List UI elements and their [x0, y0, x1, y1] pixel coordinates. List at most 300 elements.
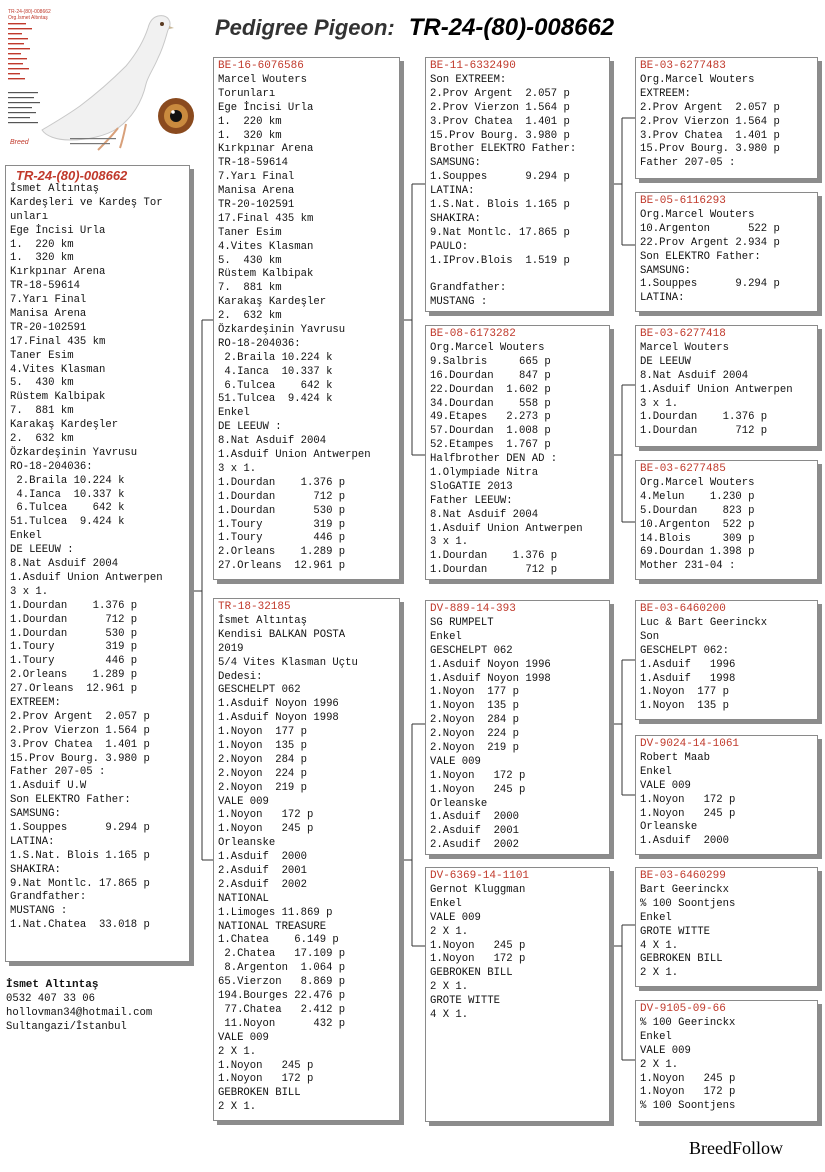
card-line: Mother 231-04 :	[640, 560, 736, 573]
card-line: 1.Noyon 172 p	[430, 953, 526, 966]
card-line	[430, 268, 605, 282]
ring-number: DV-9105-09-66	[640, 1003, 726, 1015]
svg-text:Org.İsmet Altıntaş: Org.İsmet Altıntaş	[8, 15, 48, 21]
card-line: 1.Asduif Union Antwerpen	[10, 571, 163, 584]
card-line: Son ELEKTRO Father:	[640, 250, 761, 263]
card-line: 1.Toury 319 p	[218, 518, 346, 531]
card-line: MUSTANG :	[10, 905, 68, 918]
card-line: 1.Dourdan 530 p	[218, 504, 346, 517]
card-line: Kırkpınar Arena	[218, 143, 314, 156]
card-line: 2.Prov Vierzon 1.564 p	[640, 115, 780, 128]
card-line: 2.Noyon 224 p	[430, 728, 520, 741]
card-line: Enkel	[640, 765, 672, 778]
breeder-phone[interactable]: 0532 407 33 06	[6, 993, 96, 1005]
ring-number: BE-16-6076586	[218, 60, 304, 72]
card-line: 2.Braila 10.224 k	[10, 474, 125, 487]
card-line: SAMSUNG:	[430, 157, 481, 170]
card-line: VALE 009	[430, 755, 481, 768]
card-line: 2019	[218, 642, 244, 655]
card-line: 1.Dourdan 1.376 p	[218, 476, 346, 489]
card-line: 57.Dourdan 1.008 p	[430, 425, 551, 438]
card-line: Kırkpınar Arena	[10, 266, 106, 279]
card-line: 1.Noyon 172 p	[640, 1086, 736, 1099]
card-line: 1. 220 km	[218, 115, 282, 128]
svg-text:TR-24-(80)-008662: TR-24-(80)-008662	[8, 9, 51, 15]
card-line: 2.Asudif 2002	[430, 839, 520, 852]
card-line: Enkel	[218, 407, 250, 420]
card-line: Kendisi BALKAN POSTA	[218, 628, 346, 641]
card-lines	[640, 617, 813, 714]
card-line: 65.Vierzon 8.869 p	[218, 976, 346, 989]
card-line: 3 x 1.	[430, 536, 469, 549]
card-line: 1.S.Nat. Blois 1.165 p	[10, 849, 150, 862]
card-line: Org.Marcel Wouters	[640, 74, 755, 86]
card-line: 49.Etapes 2.273 p	[430, 411, 551, 424]
card-line: 1.Asduif Noyon 1996	[430, 658, 551, 671]
card-line: 1. 220 km	[10, 238, 74, 251]
card-line: Son ELEKTRO Father:	[10, 794, 131, 807]
card-line: DE LEEUW	[640, 355, 691, 368]
card-line: Rüstem Kalbipak	[218, 268, 314, 281]
ring-number: DV-6369-14-1101	[430, 870, 530, 882]
card-line: Orleanske	[218, 837, 276, 850]
card-line: EXTREEM:	[10, 696, 61, 709]
card-line: 1.Noyon 177 p	[640, 686, 730, 699]
card-line: 1.Dourdan 712 p	[10, 613, 138, 626]
card-line: 1.Asduif Noyon 1998	[430, 672, 551, 685]
card-line: SG RUMPELT	[430, 617, 494, 629]
card-line: 8.Nat Asduif 2004	[640, 369, 749, 382]
ring-number: BE-03-6460299	[640, 870, 726, 882]
card-line: 1.Nat.Chatea 33.018 p	[10, 919, 150, 932]
card-dss	[635, 600, 818, 720]
card-line: 27.Orleans 12.961 p	[218, 560, 346, 573]
card-line: 1.Dourdan 1.376 p	[10, 599, 138, 612]
card-line: 1.Noyon 245 p	[430, 939, 526, 952]
card-line: 5.Dourdan 823 p	[640, 504, 755, 517]
card-line: 2.Asduif 2001	[218, 865, 308, 878]
card-line: 2.Prov Argent 2.057 p	[640, 101, 780, 114]
pigeon-photo	[8, 6, 203, 156]
card-lines	[640, 1017, 813, 1114]
card-line: Karakaş Kardeşler	[10, 419, 119, 432]
card-line: 1.Noyon 172 p	[430, 769, 526, 782]
card-line: GESCHELPT 062	[430, 644, 513, 657]
card-line: 51.Tulcea 9.424 k	[10, 516, 125, 529]
card-dds	[635, 867, 818, 987]
card-lines	[640, 342, 813, 439]
card-line: Marcel Wouters	[218, 74, 308, 86]
card-dam	[213, 598, 400, 1121]
card-line: 1.Dourdan 712 p	[640, 425, 768, 438]
card-line: Ege İncisi Urla	[218, 101, 314, 114]
card-line: SAMSUNG:	[640, 264, 691, 277]
card-line: 1.Dourdan 1.376 p	[640, 411, 768, 424]
card-line: 6.Tulcea 642 k	[10, 502, 125, 515]
card-sire-sire	[425, 57, 610, 312]
card-lines	[10, 183, 185, 933]
card-line: 2.Noyon 284 p	[218, 753, 308, 766]
breeder-contact	[6, 978, 206, 1034]
card-line: VALE 009	[430, 911, 481, 924]
card-line: 1.Chatea 6.149 p	[218, 934, 339, 947]
card-line: Ege İncisi Urla	[10, 224, 106, 237]
card-sds	[635, 325, 818, 447]
card-line: İsmet Altıntaş	[10, 183, 100, 195]
card-line: 1.Noyon 172 p	[218, 1073, 314, 1086]
card-lines	[640, 884, 813, 981]
card-line: 3.Prov Chatea 1.401 p	[430, 115, 570, 128]
card-line: Enkel	[10, 530, 42, 543]
card-line: 5. 430 km	[10, 377, 74, 390]
card-line: 2.Noyon 224 p	[218, 767, 308, 780]
card-line: 1.Toury 446 p	[218, 532, 346, 545]
svg-text:Breed: Breed	[10, 139, 29, 146]
card-line: 1.Dourdan 712 p	[430, 564, 558, 577]
card-line: Manisa Arena	[10, 308, 87, 321]
card-line: Taner Esim	[218, 226, 282, 239]
card-line: Özkardeşinin Yavrusu	[10, 446, 138, 459]
card-line: 7.Yarı Final	[218, 171, 295, 184]
ring-number: BE-03-6460200	[640, 603, 726, 615]
card-line: Org.Marcel Wouters	[640, 477, 755, 489]
card-line: GEBROKEN BILL	[430, 967, 513, 980]
card-line: SHAKIRA:	[10, 863, 61, 876]
card-ssd	[635, 192, 818, 312]
card-line: İsmet Altıntaş	[218, 615, 308, 627]
ring-number: TR-24-(80)-008662	[16, 168, 128, 183]
card-line: 2.Asduif 2001	[430, 825, 520, 838]
card-line: 4.Ianca 10.337 k	[10, 488, 125, 501]
card-line: 11.Noyon 432 p	[218, 1017, 346, 1030]
card-line: Son	[640, 630, 660, 643]
card-ddd	[635, 1000, 818, 1122]
card-line: 1.Asduif Union Antwerpen	[640, 383, 793, 396]
card-line: Taner Esim	[10, 349, 74, 362]
card-line: 1.Dourdan 530 p	[10, 627, 138, 640]
card-line: 4 X 1.	[430, 1009, 469, 1022]
brand-watermark: BreedFollow	[689, 1138, 783, 1158]
ring-number: BE-08-6173282	[430, 328, 516, 340]
card-line: 1. 320 km	[10, 252, 74, 265]
card-line: 15.Prov Bourg. 3.980 p	[640, 143, 780, 156]
card-line: 2.Asduif 2002	[218, 878, 308, 891]
card-lines	[640, 477, 813, 574]
card-lines	[640, 752, 813, 849]
card-line: Enkel	[430, 897, 462, 910]
card-line: Halfbrother DEN AD :	[430, 453, 558, 466]
card-line: 1.Souppes 9.294 p	[640, 278, 780, 291]
card-line: TR-18-59614	[10, 280, 80, 293]
card-line: 1.Asduif 2000	[640, 835, 730, 848]
card-line: 194.Bourges 22.476 p	[218, 990, 346, 1003]
card-subject	[5, 165, 190, 962]
card-line: 22.Prov Argent 2.934 p	[640, 236, 780, 249]
card-line: Kardeşleri ve Kardeş Tor	[10, 196, 163, 209]
card-line: GROTE WITTE	[430, 995, 500, 1008]
card-line: 1. 320 km	[218, 129, 282, 142]
card-line: 1.Noyon 245 p	[218, 823, 314, 836]
card-line: 4.Ianca 10.337 k	[218, 365, 333, 378]
card-line: % 100 Geerinckx	[640, 1017, 736, 1029]
card-sire	[213, 57, 400, 580]
card-line: 1.Noyon 172 p	[640, 793, 736, 806]
card-line: 27.Orleans 12.961 p	[10, 683, 138, 696]
card-line: 17.Final 435 km	[218, 212, 314, 225]
card-line: 1.Asduif 1998	[640, 672, 736, 685]
card-line: Father 207-05 :	[640, 157, 736, 170]
card-lines	[218, 615, 395, 1115]
card-lines	[430, 617, 605, 853]
card-line: 8.Argenton 1.064 p	[218, 962, 346, 975]
card-line: NATIONAL TREASURE	[218, 920, 327, 933]
card-line: 2.Prov Argent 2.057 p	[430, 87, 570, 100]
card-line: 16.Dourdan 847 p	[430, 369, 551, 382]
card-line: Father LEEUW:	[430, 494, 513, 507]
breeder-location: Sultangazi/İstanbul	[6, 1021, 127, 1033]
card-line: 1.Noyon 172 p	[218, 809, 314, 822]
card-line: 69.Dourdan 1.398 p	[640, 546, 755, 559]
card-line: TR-18-59614	[218, 157, 288, 170]
card-line: 1.Noyon 245 p	[218, 1059, 314, 1072]
card-line: 2 X 1.	[640, 967, 679, 980]
card-line: 2.Orleans 1.289 p	[10, 669, 138, 682]
ring-number: DV-9024-14-1061	[640, 738, 740, 750]
card-line: 2. 632 km	[218, 310, 282, 323]
card-line: 1.Noyon 245 p	[640, 807, 736, 820]
card-sdd	[635, 460, 818, 580]
card-line: 1.Asduif U.W	[10, 780, 87, 793]
card-line: 14.Blois 309 p	[640, 532, 755, 545]
card-line: 3 x 1.	[10, 585, 49, 598]
card-line: 1.Asduif Noyon 1996	[218, 698, 339, 711]
card-line: Robert Maab	[640, 752, 710, 764]
card-line: 51.Tulcea 9.424 k	[218, 393, 333, 406]
card-line: VALE 009	[640, 1044, 691, 1057]
card-line: 2.Noyon 219 p	[430, 742, 520, 755]
card-line: 1.Noyon 177 p	[218, 726, 308, 739]
card-line: 15.Prov Bourg. 3.980 p	[430, 129, 570, 142]
card-line: Luc & Bart Geerinckx	[640, 617, 768, 629]
card-line: 2.Prov Argent 2.057 p	[10, 710, 150, 723]
card-line: 1.Asduif 1996	[640, 658, 736, 671]
card-lines	[430, 342, 605, 578]
card-line: 1.Noyon 135 p	[430, 700, 520, 713]
card-line: 2 X 1.	[640, 1058, 679, 1071]
card-line: Father 207-05 :	[10, 766, 106, 779]
card-line: 1.Noyon 245 p	[640, 1072, 736, 1085]
card-line: unları	[10, 210, 49, 223]
card-line: Karakaş Kardeşler	[218, 296, 327, 309]
card-line: RO-18-204036:	[218, 337, 301, 350]
card-line: 5/4 Vites Klasman Uçtu	[218, 656, 358, 669]
ring-number: BE-11-6332490	[430, 60, 516, 72]
card-line: GEBROKEN BILL	[640, 953, 723, 966]
ring-number: BE-03-6277418	[640, 328, 726, 340]
card-line: 1.Asduif Union Antwerpen	[218, 449, 371, 462]
card-line: 2. 632 km	[10, 433, 74, 446]
card-line: 2 X 1.	[218, 1045, 257, 1058]
card-line: DE LEEUW :	[10, 544, 74, 557]
card-line: Dedesi:	[218, 670, 263, 683]
card-lines	[640, 74, 813, 171]
card-line: 1.Asduif Union Antwerpen	[430, 522, 583, 535]
breeder-name: İsmet Altıntaş	[6, 979, 99, 991]
card-line: PAULO:	[430, 240, 469, 253]
card-line: VALE 009	[640, 779, 691, 792]
card-line: Orleanske	[640, 821, 698, 834]
card-line: TR-20-102591	[10, 321, 87, 334]
card-line: 1.Noyon 177 p	[430, 686, 520, 699]
card-line: TR-20-102591	[218, 199, 295, 212]
card-line: 10.Argenton 522 p	[640, 222, 780, 235]
card-line: 2.Braila 10.224 k	[218, 351, 333, 364]
ring-number: BE-03-6277483	[640, 60, 726, 72]
card-line: 1.Souppes 9.294 p	[430, 171, 570, 184]
card-line: 52.Etampes 1.767 p	[430, 439, 551, 452]
card-line: % 100 Soontjens	[640, 897, 736, 910]
card-line: Gernot Kluggman	[430, 884, 526, 896]
card-line: 17.Final 435 km	[10, 335, 106, 348]
card-line: 2.Prov Vierzon 1.564 p	[10, 724, 150, 737]
title-label: Pedigree Pigeon:	[215, 15, 395, 40]
card-line: Rüstem Kalbipak	[10, 391, 106, 404]
card-line: Grandfather:	[430, 282, 507, 295]
card-line: 8.Nat Asduif 2004	[218, 435, 327, 448]
card-line: 8.Nat Asduif 2004	[10, 558, 119, 571]
card-line: 1.Asduif Noyon 1998	[218, 712, 339, 725]
card-line: Org.Marcel Wouters	[430, 342, 545, 354]
card-line: Manisa Arena	[218, 185, 295, 198]
page-title	[215, 14, 815, 48]
card-line: 3.Prov Chatea 1.401 p	[640, 129, 780, 142]
card-line: 1.Limoges 11.869 p	[218, 906, 333, 919]
card-line: 1.Noyon 135 p	[640, 700, 730, 713]
card-line: 5. 430 km	[218, 254, 282, 267]
card-line: VALE 009	[218, 1031, 269, 1044]
card-lines	[218, 74, 395, 574]
card-line: RO-18-204036:	[10, 460, 93, 473]
ring-number: BE-03-6277485	[640, 463, 726, 475]
card-line: Özkardeşinin Yavrusu	[218, 324, 346, 337]
card-line: DE LEEUW :	[218, 421, 282, 434]
card-line: Enkel	[640, 1030, 672, 1043]
card-line: 2.Prov Vierzon 1.564 p	[430, 101, 570, 114]
card-line: 7.Yarı Final	[10, 294, 87, 307]
card-line: SHAKIRA:	[430, 212, 481, 225]
card-line: VALE 009	[218, 795, 269, 808]
card-line: 2.Noyon 284 p	[430, 714, 520, 727]
card-line: Enkel	[640, 911, 672, 924]
card-line: 2 X 1.	[218, 1101, 257, 1114]
card-line: 77.Chatea 2.412 p	[218, 1003, 346, 1016]
card-line: 3 x 1.	[640, 397, 679, 410]
card-line: 1.Dourdan 712 p	[218, 490, 346, 503]
card-lines	[640, 209, 813, 306]
card-line: 2.Orleans 1.289 p	[218, 546, 346, 559]
card-line: 1.Noyon 135 p	[218, 740, 308, 753]
card-line: 2.Noyon 219 p	[218, 781, 308, 794]
card-line: LATINA:	[430, 185, 475, 198]
card-line: 6.Tulcea 642 k	[218, 379, 333, 392]
card-sss	[635, 57, 818, 179]
card-line: 1.Olympiade Nitra	[430, 467, 539, 480]
card-lines	[430, 884, 605, 1023]
card-line: % 100 Soontjens	[640, 1100, 736, 1113]
card-dam-sire	[425, 600, 610, 855]
card-line: 1.Asduif 2000	[218, 851, 308, 864]
eye-sign-icon	[158, 98, 194, 134]
card-line: 34.Dourdan 558 p	[430, 397, 551, 410]
ring-number: BE-05-6116293	[640, 195, 726, 207]
card-line: GEBROKEN BILL	[218, 1087, 301, 1100]
card-line: GROTE WITTE	[640, 925, 710, 938]
card-line: Brother ELEKTRO Father:	[430, 143, 577, 156]
card-line: 4.Melun 1.230 p	[640, 490, 755, 503]
card-line: 7. 881 km	[10, 405, 74, 418]
card-line: 1.Asduif 2000	[430, 811, 520, 824]
card-line: 22.Dourdan 1.602 p	[430, 383, 551, 396]
card-line: Orleanske	[430, 797, 488, 810]
card-line: Son EXTREEM:	[430, 74, 507, 86]
card-dsd	[635, 735, 818, 855]
card-line: 4.Vites Klasman	[218, 240, 314, 253]
card-line: 4 X 1.	[640, 939, 679, 952]
ring-number: TR-18-32185	[218, 601, 291, 613]
card-line: 8.Nat Asduif 2004	[430, 508, 539, 521]
card-line: MUSTANG :	[430, 296, 488, 309]
card-dam-dam	[425, 867, 610, 1122]
card-line: Enkel	[430, 630, 462, 643]
card-line: 9.Salbris 665 p	[430, 355, 551, 368]
card-line: GESCHELPT 062:	[640, 644, 730, 657]
white-pigeon-illustration	[42, 16, 174, 150]
card-line: Marcel Wouters	[640, 342, 730, 354]
card-line: 9.Nat Montlc. 17.865 p	[430, 226, 570, 239]
card-line: LATINA:	[640, 292, 685, 305]
card-line: 1.S.Nat. Blois 1.165 p	[430, 199, 570, 212]
title-ring-number: TR-24-(80)-008662	[408, 14, 615, 41]
card-sire-dam	[425, 325, 610, 580]
card-line: 9.Nat Montlc. 17.865 p	[10, 877, 150, 890]
card-line: 2 X 1.	[430, 925, 469, 938]
card-line: 3.Prov Chatea 1.401 p	[10, 738, 150, 751]
card-line: 1.Toury 319 p	[10, 641, 138, 654]
breeder-email[interactable]: hollovman34@hotmail.com	[6, 1007, 153, 1019]
card-line: 7. 881 km	[218, 282, 282, 295]
card-lines	[430, 74, 605, 310]
card-line: Org.Marcel Wouters	[640, 209, 755, 221]
card-line: 1.Souppes 9.294 p	[10, 821, 150, 834]
card-line: Grandfather:	[10, 891, 87, 904]
card-line: 1.IProv.Blois 1.519 p	[430, 254, 570, 267]
card-line: 15.Prov Bourg. 3.980 p	[10, 752, 150, 765]
card-line: 2 X 1.	[430, 981, 469, 994]
logo-text-block	[8, 6, 51, 123]
card-line: GESCHELPT 062	[218, 684, 301, 697]
card-line: Bart Geerinckx	[640, 884, 730, 896]
card-line: 2.Chatea 17.109 p	[218, 948, 346, 961]
ring-number: DV-889-14-393	[430, 603, 516, 615]
card-line: 10.Argenton 522 p	[640, 518, 755, 531]
card-line: NATIONAL	[218, 892, 269, 905]
card-line: 1.Noyon 245 p	[430, 783, 526, 796]
card-line: SAMSUNG:	[10, 808, 61, 821]
card-line: 1.Dourdan 1.376 p	[430, 550, 558, 563]
card-line: 4.Vites Klasman	[10, 363, 106, 376]
card-line: Torunları	[218, 87, 276, 100]
card-line: 1.Toury 446 p	[10, 655, 138, 668]
